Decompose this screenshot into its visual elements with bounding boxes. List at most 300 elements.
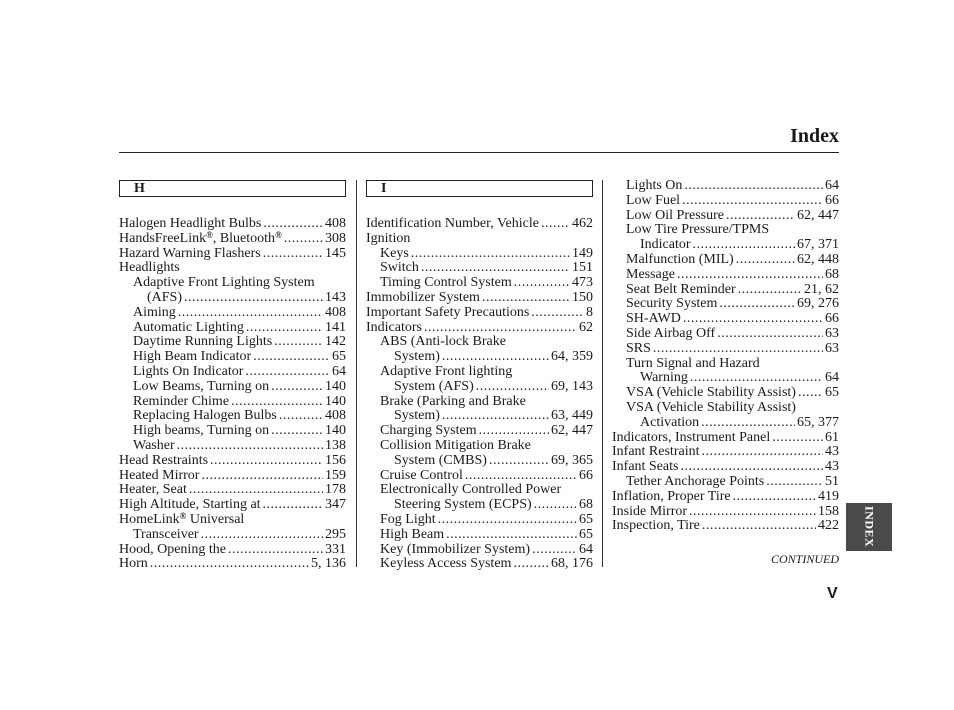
entry-label-text: Reminder Chime — [133, 393, 230, 409]
dot-leader — [189, 483, 323, 498]
entry-label-text: Horn — [119, 556, 148, 572]
entry-page-ref: 64 — [579, 541, 593, 557]
entry-page-ref: 178 — [325, 482, 346, 498]
dot-leader — [682, 194, 823, 209]
entry-label-text: Tether Anchorage Points — [626, 473, 765, 489]
entry-page-ref: 61 — [825, 429, 839, 445]
entry-page-ref: 65 — [332, 349, 346, 365]
entry-page-ref: 142 — [325, 334, 346, 350]
entry-label — [380, 276, 512, 291]
entry-label-text: Inflation, Proper Tire — [612, 488, 731, 504]
index-entry — [366, 424, 593, 439]
entry-label — [119, 454, 208, 469]
entry-label — [626, 223, 769, 238]
entry-page-ref: 8 — [586, 304, 593, 320]
entry-page-ref: 159 — [325, 467, 346, 483]
dot-leader — [726, 209, 795, 224]
side-tab-label: INDEX — [862, 506, 877, 548]
dot-leader — [677, 268, 823, 283]
entry-label-text: , Bluetooth — [212, 230, 276, 246]
index-entry — [119, 395, 346, 410]
entry-label — [394, 380, 474, 395]
entry-label-text: (AFS) — [147, 289, 183, 305]
entry-page-ref: 308 — [325, 230, 346, 246]
index-entry — [366, 276, 593, 291]
entry-page-ref: 408 — [325, 216, 346, 231]
entry-label — [626, 475, 764, 490]
entry-label — [366, 291, 480, 306]
entry-label — [119, 543, 226, 558]
entry-page-ref: 51 — [825, 473, 839, 489]
index-entry — [366, 528, 593, 543]
entry-page-ref: 43 — [825, 459, 839, 475]
entry-label — [626, 283, 736, 298]
entry-page-ref: 66 — [579, 467, 593, 483]
entry-label — [366, 321, 422, 336]
index-entry — [119, 557, 346, 572]
entry-label — [626, 194, 680, 209]
dot-leader — [693, 238, 795, 253]
entry-label-text: Head Restraints — [119, 452, 209, 468]
dot-leader — [766, 475, 823, 490]
dot-leader — [653, 342, 823, 357]
dot-leader — [150, 557, 309, 572]
entry-label — [133, 365, 243, 380]
entry-label — [380, 483, 561, 498]
entry-page-ref: 64, 359 — [551, 349, 593, 365]
entry-label — [147, 291, 182, 306]
entry-label-text: Brake (Parking and Brake — [380, 393, 526, 409]
entry-label-text: System (CMBS) — [394, 452, 487, 468]
entry-label — [612, 460, 678, 475]
entry-page-ref: 5, 136 — [311, 556, 346, 572]
dot-leader — [772, 431, 823, 446]
entry-page-ref: 63 — [825, 340, 839, 356]
index-entry — [119, 498, 346, 513]
index-entry — [119, 380, 346, 395]
entry-page-ref: 140 — [325, 393, 346, 409]
index-entry — [366, 335, 593, 350]
entry-label — [394, 409, 440, 424]
dot-leader — [201, 469, 323, 484]
index-entry — [366, 395, 593, 410]
dot-leader — [689, 505, 816, 520]
entry-page-ref: 140 — [325, 423, 346, 439]
dot-leader — [245, 365, 330, 380]
entry-label-text: Lights On Indicator — [133, 363, 244, 379]
dot-leader — [684, 179, 823, 194]
entry-page-ref: 69, 365 — [551, 452, 593, 468]
entry-label-text: Universal — [186, 511, 245, 527]
dot-leader — [465, 469, 577, 484]
entry-label — [380, 261, 419, 276]
entry-label-text: High Altitude, Starting at — [119, 497, 261, 513]
index-entry — [366, 469, 593, 484]
entry-label-text: Low Tire Pressure/TPMS — [626, 222, 770, 238]
entry-label-text: HomeLink — [119, 511, 180, 527]
index-entry — [366, 350, 593, 365]
entry-label — [626, 342, 651, 357]
dot-leader — [482, 291, 570, 306]
entry-page-ref: 143 — [325, 289, 346, 305]
index-entry — [119, 409, 346, 424]
index-entry — [366, 513, 593, 528]
index-entry — [612, 312, 839, 327]
entry-page-ref: 68 — [579, 497, 593, 513]
entry-page-ref: 473 — [572, 275, 593, 291]
entry-label-text: High Beam — [380, 526, 445, 542]
index-entry — [119, 543, 346, 558]
index-entry — [612, 460, 839, 475]
dot-leader — [534, 498, 577, 513]
entry-label — [119, 483, 187, 498]
index-entry — [612, 401, 839, 416]
index-entry — [612, 490, 839, 505]
entry-label-text: Heated Mirror — [119, 467, 200, 483]
entry-label-text: Immobilizer System — [366, 289, 480, 305]
entry-label-text: Aiming — [133, 304, 176, 320]
index-entry — [366, 291, 593, 306]
entry-label-text: VSA (Vehicle Stability Assist) — [626, 399, 796, 415]
column-divider-1 — [356, 180, 357, 567]
dot-leader — [479, 424, 549, 439]
entry-label-text: Malfunction (MIL) — [626, 251, 734, 267]
index-entry — [119, 276, 346, 291]
entry-label-text: Turn Signal and Hazard — [626, 355, 760, 371]
entry-label — [626, 297, 717, 312]
entry-label-text: Adaptive Front lighting — [380, 363, 513, 379]
entry-label — [394, 498, 532, 513]
index-entry — [119, 510, 346, 528]
dot-leader — [442, 409, 549, 424]
entry-page-ref: 295 — [325, 526, 346, 542]
entry-label — [640, 416, 699, 431]
dot-leader — [271, 424, 323, 439]
entry-label-text: Keys — [380, 245, 409, 261]
entry-label — [133, 424, 269, 439]
dot-leader — [541, 217, 570, 232]
entry-page-ref: 64 — [825, 370, 839, 386]
index-entry — [612, 327, 839, 342]
index-entry — [119, 483, 346, 498]
entry-label — [133, 395, 229, 410]
entry-page-ref: 156 — [325, 452, 346, 468]
index-entry — [612, 342, 839, 357]
page-title: Index — [790, 125, 839, 147]
entry-label — [133, 335, 272, 350]
column-divider-2 — [602, 180, 603, 567]
index-entry — [612, 253, 839, 268]
dot-leader — [798, 386, 823, 401]
dot-leader — [702, 519, 816, 534]
entry-label-text: Inside Mirror — [612, 503, 688, 519]
entry-page-ref: 419 — [818, 488, 839, 504]
index-entry — [366, 483, 593, 498]
entry-label-text: Washer — [133, 437, 175, 453]
index-entry — [366, 261, 593, 276]
entry-label — [380, 528, 444, 543]
index-entry — [612, 505, 839, 520]
index-entry — [612, 431, 839, 446]
entry-label-text: Low Fuel — [626, 192, 681, 208]
dot-leader — [733, 490, 816, 505]
index-entry — [612, 268, 839, 283]
index-entry — [612, 371, 839, 386]
entry-label — [380, 365, 512, 380]
entry-page-ref: 145 — [325, 245, 346, 261]
entry-label — [640, 238, 691, 253]
registered-mark: ® — [206, 229, 213, 240]
entry-label — [366, 217, 539, 232]
entry-label — [119, 557, 148, 572]
entry-page-ref: 68 — [825, 266, 839, 282]
entry-label-text: Warning — [640, 370, 688, 386]
index-entry — [366, 543, 593, 558]
dot-leader — [263, 498, 323, 513]
entry-label-text: Electronically Controlled Power — [380, 482, 562, 498]
index-entry — [119, 321, 346, 336]
dot-leader — [531, 306, 584, 321]
entry-label — [626, 268, 675, 283]
entry-label-text: Daytime Running Lights — [133, 334, 273, 350]
entry-label — [380, 439, 531, 454]
entry-label — [366, 232, 410, 247]
entry-page-ref: 151 — [572, 260, 593, 276]
entry-label — [133, 276, 315, 291]
entry-label — [133, 380, 269, 395]
index-entry — [119, 335, 346, 350]
entry-label-text: System (AFS) — [394, 378, 474, 394]
index-entry — [612, 238, 839, 253]
entry-page-ref: 68, 176 — [551, 556, 593, 572]
entry-page-ref: 158 — [818, 503, 839, 519]
dot-leader — [489, 454, 549, 469]
entry-label — [133, 409, 277, 424]
entry-label-text: Cruise Control — [380, 467, 463, 483]
entry-page-ref: 63 — [825, 325, 839, 341]
index-column-2 — [366, 179, 593, 572]
index-entry — [612, 475, 839, 490]
entry-page-ref: 141 — [325, 319, 346, 335]
dot-leader — [178, 306, 323, 321]
entry-label — [626, 253, 734, 268]
entry-label — [380, 247, 409, 262]
entry-label — [626, 386, 796, 401]
entry-label — [119, 498, 261, 513]
index-entry — [119, 261, 346, 276]
entry-label-text: Keyless Access System — [380, 556, 512, 572]
entry-label — [612, 505, 687, 520]
index-entry — [119, 424, 346, 439]
entry-label-text: Timing Control System — [380, 275, 512, 291]
dot-leader — [263, 247, 323, 262]
entry-label-text: System) — [394, 408, 440, 424]
entry-label-text: SRS — [626, 340, 651, 356]
index-entry — [612, 445, 839, 460]
entry-label-text: Switch — [380, 260, 419, 276]
entry-label-text: Halogen Headlight Bulbs — [119, 216, 262, 231]
dot-leader — [177, 439, 323, 454]
entry-page-ref: 43 — [825, 444, 839, 460]
entry-label — [612, 445, 699, 460]
dot-leader — [231, 395, 323, 410]
entry-label-text: Infant Restraint — [612, 444, 700, 460]
entry-label — [119, 261, 180, 276]
index-entry — [612, 416, 839, 431]
registered-mark: ® — [179, 510, 187, 521]
entry-label-text: High Beam Indicator — [133, 349, 252, 365]
entry-label — [626, 312, 681, 327]
entry-label — [133, 321, 244, 336]
entry-label-text: Seat Belt Reminder — [626, 281, 736, 297]
entry-page-ref: 64 — [332, 363, 346, 379]
entry-page-ref: 66 — [825, 311, 839, 327]
dot-leader — [532, 543, 577, 558]
entry-label — [626, 179, 682, 194]
index-entry — [366, 498, 593, 513]
entry-page-ref: 62, 447 — [797, 207, 839, 223]
entry-page-ref: 408 — [325, 304, 346, 320]
index-entry — [612, 357, 839, 372]
entry-label-text: Low Oil Pressure — [626, 207, 724, 223]
index-entry — [366, 365, 593, 380]
entry-page-ref: 65 — [579, 511, 593, 527]
entry-page-ref: 69, 143 — [551, 378, 593, 394]
entry-label-text: Hazard Warning Flashers — [119, 245, 261, 261]
entry-label-text: Inspection, Tire — [612, 518, 700, 534]
index-entry — [119, 306, 346, 321]
entry-label-text: Collision Mitigation Brake — [380, 437, 531, 453]
dot-leader — [284, 232, 323, 247]
dot-leader — [683, 312, 823, 327]
index-entry — [366, 217, 593, 232]
index-entry — [366, 380, 593, 395]
entry-page-ref: 64 — [825, 178, 839, 193]
dot-leader — [246, 321, 323, 336]
entry-label — [612, 490, 731, 505]
dot-leader — [274, 335, 323, 350]
entry-page-ref: 62, 448 — [797, 251, 839, 267]
dot-leader — [476, 380, 549, 395]
entry-page-ref: 138 — [325, 437, 346, 453]
dot-leader — [736, 253, 795, 268]
entry-label — [626, 357, 760, 372]
entry-page-ref: 65 — [825, 385, 839, 401]
dot-leader — [421, 261, 570, 276]
entry-label-text: Steering System (ECPS) — [394, 497, 532, 513]
entry-label-text: Fog Light — [380, 511, 436, 527]
entry-page-ref: 408 — [325, 408, 346, 424]
entry-label — [612, 431, 770, 446]
entry-label-text: Security System — [626, 296, 718, 312]
index-entry — [119, 469, 346, 484]
dot-leader — [228, 543, 323, 558]
entry-page-ref: 347 — [325, 497, 346, 513]
entry-page-ref: 65, 377 — [797, 414, 839, 430]
dot-leader — [514, 276, 570, 291]
dot-leader — [253, 350, 330, 365]
entry-label-text: System) — [394, 349, 440, 365]
entry-label — [626, 327, 715, 342]
section-heading: H — [119, 180, 346, 197]
index-entry — [366, 409, 593, 424]
dot-leader — [513, 557, 549, 572]
dot-leader — [411, 247, 570, 262]
entry-label-text: Important Safety Precautions — [366, 304, 530, 320]
index-entry — [612, 209, 839, 224]
entry-page-ref: 69, 276 — [797, 296, 839, 312]
dot-leader — [263, 217, 323, 232]
dot-leader — [279, 409, 323, 424]
entry-page-ref: 65 — [579, 526, 593, 542]
index-entry — [119, 528, 346, 543]
entry-label-text: Indicators — [366, 319, 422, 335]
dot-leader — [424, 321, 577, 336]
registered-mark: ® — [275, 229, 282, 240]
index-entry — [612, 297, 839, 312]
entry-label — [133, 439, 175, 454]
entry-page-ref: 62 — [579, 319, 593, 335]
entry-label — [119, 229, 282, 247]
dot-leader — [717, 327, 823, 342]
entry-label-text: Replacing Halogen Bulbs — [133, 408, 277, 424]
entry-label — [380, 395, 526, 410]
entry-label — [119, 217, 261, 232]
entry-label-text: Key (Immobilizer System) — [380, 541, 531, 557]
entry-page-ref: 21, 62 — [804, 281, 839, 297]
entry-label — [119, 247, 261, 262]
entry-page-ref: 422 — [818, 518, 839, 534]
entry-page-ref: 67, 371 — [797, 237, 839, 253]
index-entry — [119, 229, 346, 247]
entry-label-text: Hood, Opening the — [119, 541, 226, 557]
entry-label-text: Indicator — [640, 237, 691, 253]
entry-page-ref: 66 — [825, 192, 839, 208]
entry-page-ref: 140 — [325, 378, 346, 394]
entry-label-text: SH-AWD — [626, 311, 681, 327]
index-entry — [366, 454, 593, 469]
entry-label-text: Charging System — [380, 423, 477, 439]
entry-label-text: Transceiver — [133, 526, 199, 542]
entry-label — [380, 543, 530, 558]
entry-label — [626, 209, 724, 224]
index-entry — [366, 439, 593, 454]
index-side-tab[interactable] — [846, 503, 892, 551]
entry-label-text: VSA (Vehicle Stability Assist) — [626, 385, 796, 401]
entry-label-text: HandsFreeLink — [119, 230, 207, 246]
entry-label-text: Message — [626, 266, 675, 282]
entry-label — [133, 528, 199, 543]
dot-leader — [680, 460, 823, 475]
entry-label-text: Adaptive Front Lighting System — [133, 275, 315, 291]
entry-label-text: Ignition — [366, 230, 411, 246]
entry-label-text: Identification Number, Vehicle — [366, 216, 539, 231]
index-entry — [366, 321, 593, 336]
entry-label-text: Activation — [640, 414, 700, 430]
entry-label — [380, 335, 506, 350]
index-entry — [612, 194, 839, 209]
entry-label — [380, 513, 436, 528]
index-entry — [119, 247, 346, 262]
index-entry — [612, 223, 839, 238]
entry-label-text: Indicators, Instrument Panel — [612, 429, 771, 445]
index-entry — [366, 247, 593, 262]
dot-leader — [210, 454, 323, 469]
index-entry — [366, 232, 593, 247]
entry-label — [640, 371, 688, 386]
entry-label-text: Infant Seats — [612, 459, 679, 475]
entry-label-text: Low Beams, Turning on — [133, 378, 270, 394]
